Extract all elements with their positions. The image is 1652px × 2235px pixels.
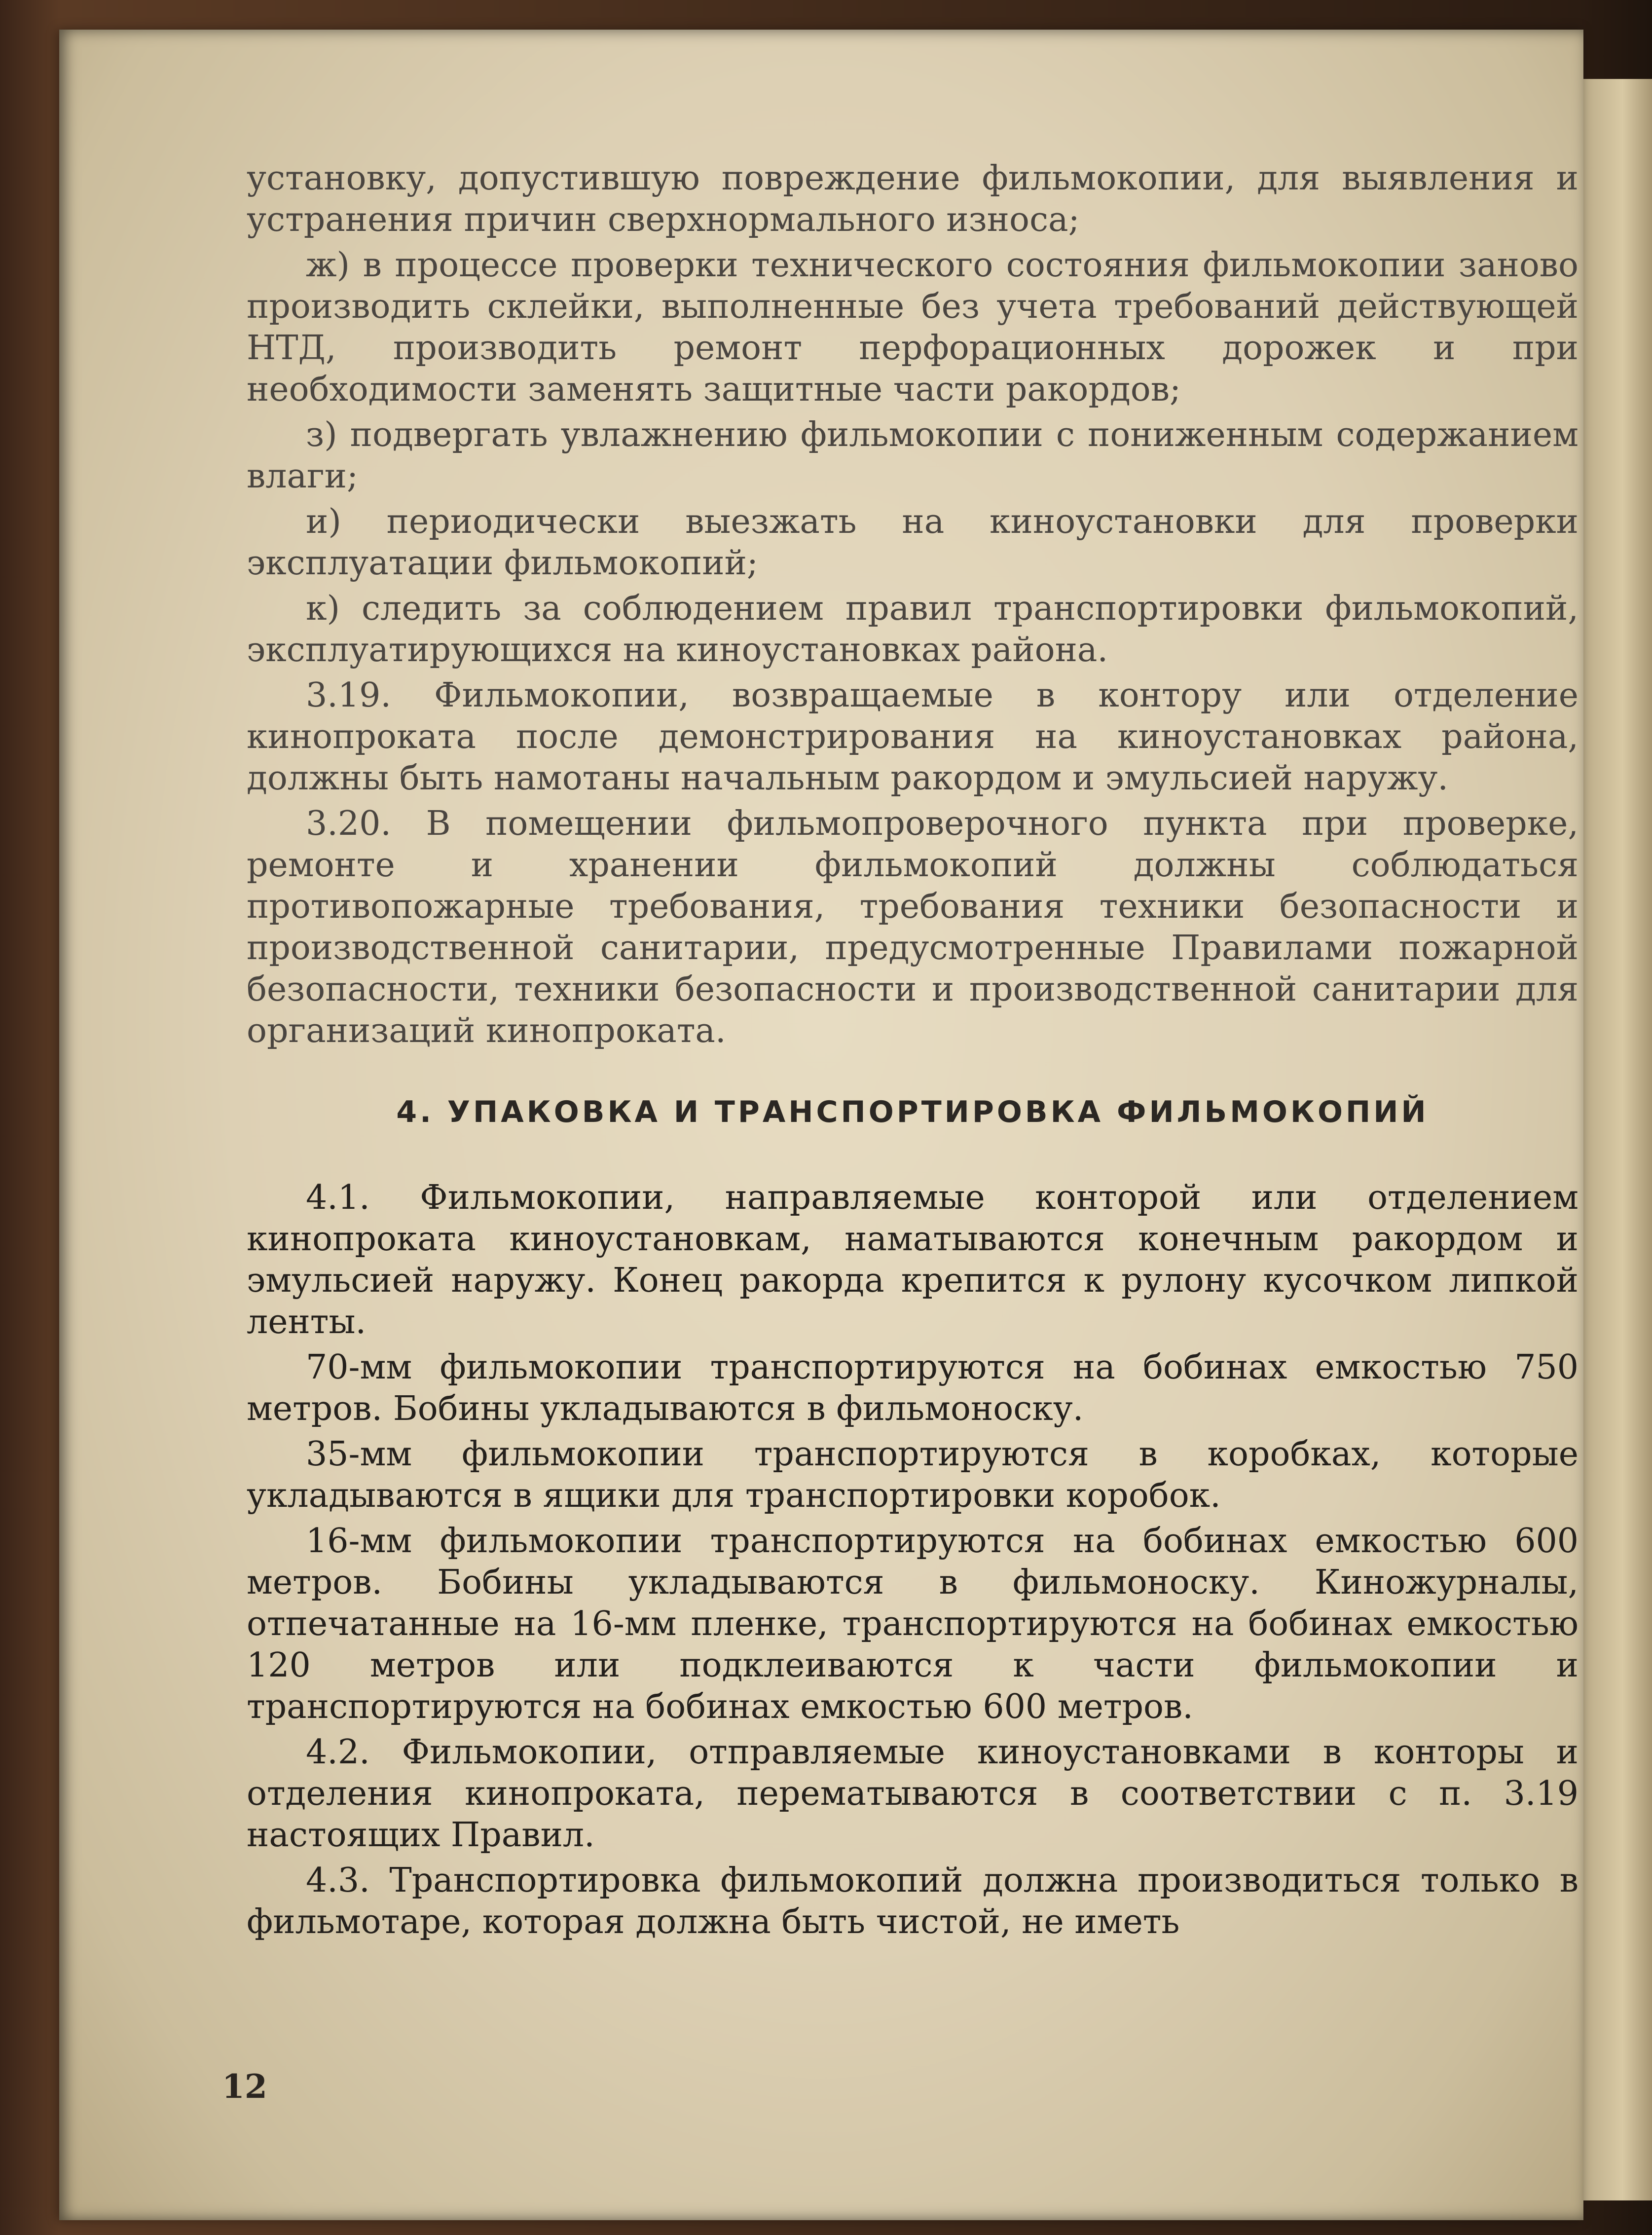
page-text <box>247 158 1579 1947</box>
paragraph-4-1: 4.1. Фильмокопии, направляемые конторой или отделением кинопроката киноустановкам, наматываются конечным ракордом и эмульсией наружу. Конец ракорда крепится к рулону кусочком липкой ленты. <box>247 1178 1579 1341</box>
facing-page-edge <box>1579 79 1652 2200</box>
page-number: 12 <box>222 2067 267 2106</box>
paragraph-4-2: 4.2. Фильмокопии, отправляемые киноустановками в конторы и отделения кинопроката, перематываются в соответствии с п. 3.19 настоящих Правил. <box>247 1733 1579 1855</box>
paragraph-item-k: к) следить за соблюдением правил транспортировки фильмокопий, эксплуатирующихся на киноустановках района. <box>247 589 1579 670</box>
paragraph-continuation: установку, допустившую повреждение фильмокопии, для выявления и устранения причин сверхнормального износа; <box>247 159 1579 239</box>
paragraph-16mm: 16-мм фильмокопии транспортируются на бобинах емкостью 600 метров. Бобины укладываются в фильмоноску. Киножурналы, отпечатанные на 16-мм пленке, транспортируются на бобинах емкостью 120 метров или подклеиваются к части фильмокопии и транспортируются на бобинах емкостью 600 метров. <box>247 1522 1579 1726</box>
paragraph-35mm: 35-мм фильмокопии транспортируются в коробках, которые укладываются в ящики для транспортировки коробок. <box>247 1435 1579 1515</box>
paragraph-4-3: 4.3. Транспортировка фильмокопий должна производиться только в фильмотаре, которая должна быть чистой, не иметь <box>247 1861 1579 1941</box>
paragraph-70mm: 70-мм фильмокопии транспортируются на бобинах емкостью 750 метров. Бобины укладываются в фильмоноску. <box>247 1348 1579 1428</box>
paragraph-3-20: 3.20. В помещении фильмопроверочного пункта при проверке, ремонте и хранении фильмокопий должны соблюдаться противопожарные требования, требования техники безопасности и производственной санитарии, предусмотренные Правилами пожарной безопасности, техники безопасности и производственной санитарии для организаций кинопроката. <box>247 804 1579 1050</box>
book-page <box>59 30 1583 2220</box>
paragraph-item-zh: ж) в процессе проверки технического состояния фильмокопии заново производить склейки, выполненные без учета требований действующей НТД, производить ремонт перфорационных дорожек и при необходимости заменять защитные части ракордов; <box>247 246 1579 409</box>
paragraph-item-i: и) периодически выезжать на киноустановки для проверки эксплуатации фильмокопий; <box>247 502 1579 583</box>
paragraph-3-19: 3.19. Фильмокопии, возвращаемые в контору или отделение кинопроката после демонстрирования на киноустановках района, должны быть намотаны начальным ракордом и эмульсией наружу. <box>247 676 1579 798</box>
section-heading: 4. УПАКОВКА И ТРАНСПОРТИРОВКА ФИЛЬМОКОПИЙ <box>396 1095 1429 1129</box>
paragraph-item-z: з) подвергать увлажнению фильмокопии с пониженным содержанием влаги; <box>247 415 1579 496</box>
